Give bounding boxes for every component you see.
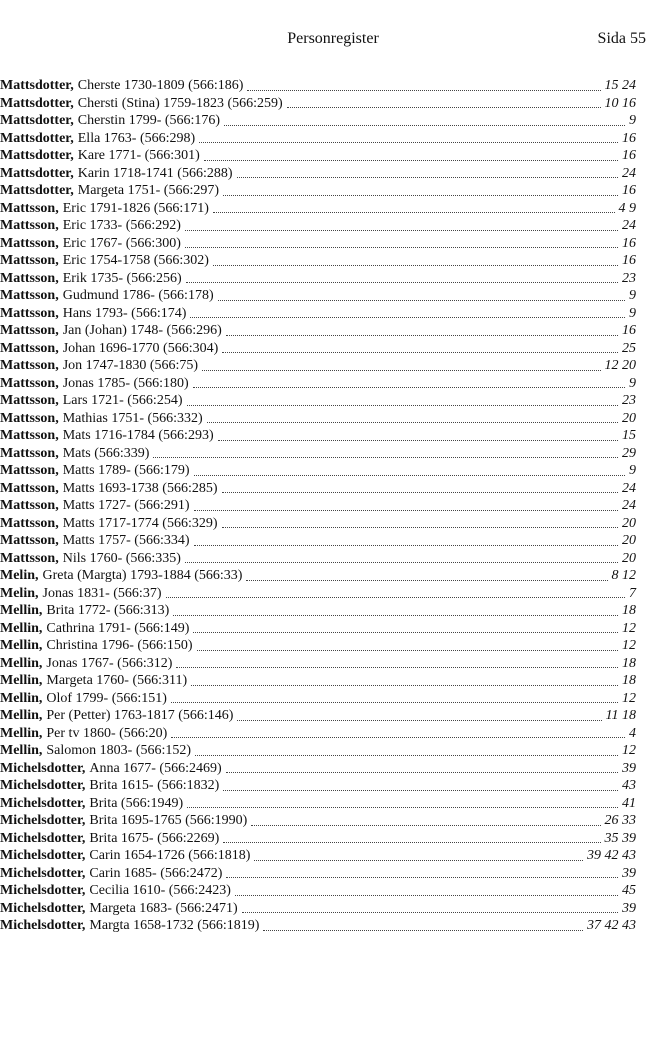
entry-surname: Michelsdotter, <box>0 883 86 898</box>
entry-leader-dots <box>186 281 618 283</box>
entry-details: Gudmund 1786- (566:178) <box>62 288 214 303</box>
entry-surname: Mellin, <box>0 655 43 671</box>
entry-page-refs: 12 <box>622 638 636 653</box>
entry-page-refs: 16 <box>622 235 636 251</box>
entry-page-refs: 16 <box>622 148 636 163</box>
entry-surname: Mattsson, <box>0 480 59 496</box>
index-entry <box>0 322 636 340</box>
entry-surname: Mellin, <box>0 725 43 741</box>
entry-page-refs: 18 <box>622 673 636 688</box>
index-entry <box>0 427 636 445</box>
entry-page-refs: 16 <box>622 130 636 146</box>
entry-leader-dots <box>185 229 618 231</box>
entry-details: Brita (566:1949) <box>89 795 184 811</box>
entry-surname: Mattsson, <box>0 288 59 303</box>
entry-details: Brita 1615- (566:1832) <box>89 778 220 793</box>
entry-page-refs: 29 <box>622 445 636 461</box>
entry-leader-dots <box>247 89 600 91</box>
entry-page-refs: 10 16 <box>604 95 636 111</box>
entry-leader-dots <box>213 211 615 213</box>
entry-leader-dots <box>194 474 626 476</box>
entry-details: Erik 1735- (566:256) <box>62 270 182 286</box>
index-entry <box>0 77 636 95</box>
page-title: Personregister <box>287 30 379 47</box>
entry-details: Johan 1696-1770 (566:304) <box>62 340 219 356</box>
entry-surname: Michelsdotter, <box>0 778 86 793</box>
entry-leader-dots <box>254 859 583 861</box>
entry-surname: Mattsson, <box>0 428 59 443</box>
entry-surname: Michelsdotter, <box>0 813 86 828</box>
entry-surname: Melin, <box>0 585 39 601</box>
entry-details: Carin 1654-1726 (566:1818) <box>89 848 251 863</box>
index-entry <box>0 480 636 498</box>
entry-details: Greta (Margta) 1793-1884 (566:33) <box>42 568 243 583</box>
index-entry <box>0 392 636 410</box>
entry-leader-dots <box>224 124 625 126</box>
index-entry <box>0 515 636 533</box>
entry-details: Eric 1791-1826 (566:171) <box>62 200 209 216</box>
index-entry <box>0 235 636 253</box>
entry-surname: Mattsson, <box>0 200 59 216</box>
entry-surname: Mellin, <box>0 743 43 758</box>
entry-page-refs: 12 <box>622 620 636 636</box>
entry-surname: Mattsson, <box>0 235 59 251</box>
entry-surname: Michelsdotter, <box>0 900 86 916</box>
entry-page-refs: 37 42 43 <box>587 918 636 933</box>
index-entry <box>0 585 636 603</box>
index-entry <box>0 795 636 813</box>
entry-details: Cherste 1730-1809 (566:186) <box>77 78 244 93</box>
index-entry <box>0 655 636 673</box>
entry-page-refs: 9 <box>629 113 636 128</box>
entry-surname: Michelsdotter, <box>0 795 86 811</box>
entry-details: Mathias 1751- (566:332) <box>62 410 203 426</box>
index-entry <box>0 200 636 218</box>
entry-surname: Mattsson, <box>0 498 59 513</box>
entry-surname: Michelsdotter, <box>0 760 86 776</box>
entry-leader-dots <box>199 141 618 143</box>
index-entry <box>0 707 636 725</box>
entry-surname: Mellin, <box>0 690 43 706</box>
entry-leader-dots <box>193 631 618 633</box>
entry-page-refs: 7 <box>629 585 636 601</box>
entry-page-refs: 24 <box>622 498 636 513</box>
entry-leader-dots <box>246 579 607 581</box>
index-entry <box>0 287 636 305</box>
entry-leader-dots <box>213 264 618 266</box>
index-entry <box>0 847 636 865</box>
entry-surname: Mattsson, <box>0 253 59 268</box>
index-entry <box>0 690 636 708</box>
entry-page-refs: 9 <box>629 463 636 478</box>
entry-page-refs: 39 <box>622 865 636 881</box>
entry-page-refs: 15 24 <box>604 78 636 93</box>
entry-leader-dots <box>202 369 600 371</box>
entry-leader-dots <box>166 596 626 598</box>
entry-details: Lars 1721- (566:254) <box>62 393 183 408</box>
entry-leader-dots <box>226 876 618 878</box>
entry-page-refs: 8 12 <box>611 568 636 583</box>
entry-details: Brita 1772- (566:313) <box>46 603 170 618</box>
index-entry <box>0 900 636 918</box>
entry-surname: Mattsdotter, <box>0 78 74 93</box>
entry-leader-dots <box>194 509 619 511</box>
entry-details: Matts 1717-1774 (566:329) <box>62 515 218 531</box>
entry-surname: Mattsson, <box>0 463 59 478</box>
entry-leader-dots <box>218 439 618 441</box>
entry-leader-dots <box>204 159 618 161</box>
index-entry <box>0 777 636 795</box>
index-entry <box>0 532 636 550</box>
entry-details: Christina 1796- (566:150) <box>46 638 193 653</box>
entry-page-refs: 20 <box>622 550 636 566</box>
entry-leader-dots <box>287 106 601 108</box>
entry-details: Carin 1685- (566:2472) <box>89 865 223 881</box>
entry-details: Brita 1675- (566:2269) <box>89 830 220 846</box>
index-entry <box>0 550 636 568</box>
index-entry <box>0 760 636 778</box>
entry-surname: Mattsdotter, <box>0 113 74 128</box>
entry-page-refs: 35 39 <box>604 830 636 846</box>
entry-surname: Mattsdotter, <box>0 95 74 111</box>
entry-details: Margta 1658-1732 (566:1819) <box>89 918 260 933</box>
entry-surname: Michelsdotter, <box>0 918 86 933</box>
entry-page-refs: 9 <box>629 305 636 321</box>
entry-details: Cecilia 1610- (566:2423) <box>89 883 231 898</box>
entry-details: Karin 1718-1741 (566:288) <box>77 165 233 181</box>
entry-details: Chersti (Stina) 1759-1823 (566:259) <box>77 95 283 111</box>
entry-details: Margeta 1751- (566:297) <box>77 183 220 198</box>
entry-leader-dots <box>223 841 600 843</box>
entry-details: Matts 1727- (566:291) <box>62 498 190 513</box>
entry-details: Nils 1760- (566:335) <box>62 550 181 566</box>
entry-details: Per tv 1860- (566:20) <box>46 725 168 741</box>
index-entry <box>0 165 636 183</box>
index-entry <box>0 497 636 515</box>
entry-leader-dots <box>176 666 618 668</box>
entry-page-refs: 20 <box>622 515 636 531</box>
entry-surname: Mattsson, <box>0 323 59 338</box>
index-entry <box>0 812 636 830</box>
entry-leader-dots <box>153 456 618 458</box>
entry-page-refs: 9 <box>629 375 636 391</box>
entry-surname: Mellin, <box>0 620 43 636</box>
entry-details: Jon 1747-1830 (566:75) <box>62 358 199 373</box>
index-entry <box>0 830 636 848</box>
entry-surname: Mattsson, <box>0 550 59 566</box>
entry-details: Jonas 1831- (566:37) <box>42 585 162 601</box>
entry-page-refs: 18 <box>622 655 636 671</box>
entry-leader-dots <box>197 649 618 651</box>
entry-page-refs: 24 <box>622 218 636 233</box>
entry-surname: Mattsson, <box>0 515 59 531</box>
index-entry <box>0 375 636 393</box>
index-entry <box>0 725 636 743</box>
entry-details: Eric 1767- (566:300) <box>62 235 181 251</box>
entry-page-refs: 15 <box>622 428 636 443</box>
entry-surname: Mattsson, <box>0 358 59 373</box>
index-entry <box>0 357 636 375</box>
entry-surname: Mattsdotter, <box>0 148 74 163</box>
entry-leader-dots <box>222 351 618 353</box>
entry-leader-dots <box>237 719 601 721</box>
entry-surname: Mellin, <box>0 708 43 723</box>
entry-leader-dots <box>171 701 618 703</box>
page-header <box>0 30 666 54</box>
person-register-list <box>0 77 636 935</box>
entry-page-refs: 39 42 43 <box>587 848 636 863</box>
page-number: Sida 55 <box>597 30 646 47</box>
entry-page-refs: 16 <box>622 183 636 198</box>
entry-surname: Mattsson, <box>0 445 59 461</box>
entry-leader-dots <box>173 614 618 616</box>
entry-leader-dots <box>222 491 619 493</box>
entry-surname: Mattsson, <box>0 533 59 548</box>
entry-details: Hans 1793- (566:174) <box>62 305 187 321</box>
entry-surname: Mattsdotter, <box>0 130 74 146</box>
index-entry <box>0 637 636 655</box>
entry-leader-dots <box>191 684 618 686</box>
entry-details: Anna 1677- (566:2469) <box>89 760 222 776</box>
entry-surname: Mellin, <box>0 673 43 688</box>
entry-leader-dots <box>242 911 618 913</box>
entry-leader-dots <box>194 544 619 546</box>
index-entry <box>0 182 636 200</box>
entry-details: Ella 1763- (566:298) <box>77 130 196 146</box>
index-entry <box>0 112 636 130</box>
entry-leader-dots <box>251 824 600 826</box>
entry-page-refs: 43 <box>622 778 636 793</box>
entry-details: Margeta 1683- (566:2471) <box>89 900 238 916</box>
index-entry <box>0 882 636 900</box>
index-entry <box>0 742 636 760</box>
entry-surname: Melin, <box>0 568 39 583</box>
entry-surname: Mellin, <box>0 638 43 653</box>
entry-leader-dots <box>207 421 618 423</box>
entry-details: Brita 1695-1765 (566:1990) <box>89 813 248 828</box>
entry-leader-dots <box>187 806 618 808</box>
entry-leader-dots <box>171 736 625 738</box>
entry-details: Cathrina 1791- (566:149) <box>46 620 190 636</box>
index-entry <box>0 305 636 323</box>
index-entry <box>0 462 636 480</box>
entry-page-refs: 9 <box>629 288 636 303</box>
entry-details: Mats 1716-1784 (566:293) <box>62 428 214 443</box>
entry-page-refs: 4 9 <box>618 200 636 216</box>
index-entry <box>0 340 636 358</box>
entry-surname: Mattsson, <box>0 270 59 286</box>
index-entry <box>0 95 636 113</box>
entry-details: Matts 1789- (566:179) <box>62 463 190 478</box>
entry-details: Jonas 1767- (566:312) <box>46 655 173 671</box>
entry-page-refs: 23 <box>622 270 636 286</box>
entry-leader-dots <box>185 561 618 563</box>
entry-page-refs: 16 <box>622 253 636 268</box>
entry-page-refs: 24 <box>622 480 636 496</box>
entry-leader-dots <box>226 334 618 336</box>
entry-details: Margeta 1760- (566:311) <box>46 673 188 688</box>
entry-surname: Mattsson, <box>0 305 59 321</box>
entry-details: Jan (Johan) 1748- (566:296) <box>62 323 222 338</box>
entry-leader-dots <box>193 386 625 388</box>
index-entry <box>0 567 636 585</box>
entry-page-refs: 11 18 <box>605 708 636 723</box>
index-entry <box>0 147 636 165</box>
entry-leader-dots <box>190 316 625 318</box>
entry-details: Cherstin 1799- (566:176) <box>77 113 221 128</box>
entry-details: Matts 1757- (566:334) <box>62 533 190 548</box>
entry-page-refs: 12 20 <box>604 358 636 373</box>
index-entry <box>0 410 636 428</box>
index-entry <box>0 445 636 463</box>
entry-leader-dots <box>222 526 619 528</box>
index-entry <box>0 130 636 148</box>
entry-leader-dots <box>187 404 619 406</box>
entry-surname: Mattsson, <box>0 340 59 356</box>
entry-leader-dots <box>195 754 618 756</box>
entry-surname: Mattsson, <box>0 393 59 408</box>
entry-leader-dots <box>223 194 618 196</box>
entry-surname: Mattsson, <box>0 375 59 391</box>
entry-page-refs: 23 <box>622 393 636 408</box>
entry-surname: Mellin, <box>0 603 43 618</box>
entry-page-refs: 25 <box>622 340 636 356</box>
entry-page-refs: 26 33 <box>604 813 636 828</box>
entry-leader-dots <box>263 929 583 931</box>
entry-details: Matts 1693-1738 (566:285) <box>62 480 218 496</box>
entry-details: Salomon 1803- (566:152) <box>46 743 192 758</box>
entry-details: Kare 1771- (566:301) <box>77 148 200 163</box>
entry-surname: Mattsson, <box>0 218 59 233</box>
index-entry <box>0 672 636 690</box>
entry-details: Eric 1733- (566:292) <box>62 218 181 233</box>
entry-surname: Michelsdotter, <box>0 865 86 881</box>
entry-page-refs: 12 <box>622 690 636 706</box>
entry-page-refs: 45 <box>622 883 636 898</box>
index-entry <box>0 270 636 288</box>
entry-page-refs: 18 <box>622 603 636 618</box>
entry-details: Mats (566:339) <box>62 445 150 461</box>
index-entry <box>0 217 636 235</box>
entry-details: Jonas 1785- (566:180) <box>62 375 189 391</box>
entry-page-refs: 16 <box>622 323 636 338</box>
index-entry <box>0 620 636 638</box>
index-entry <box>0 252 636 270</box>
entry-page-refs: 41 <box>622 795 636 811</box>
index-entry <box>0 917 636 935</box>
entry-page-refs: 39 <box>622 900 636 916</box>
entry-page-refs: 20 <box>622 533 636 548</box>
entry-leader-dots <box>235 894 618 896</box>
entry-leader-dots <box>223 789 618 791</box>
entry-page-refs: 12 <box>622 743 636 758</box>
entry-page-refs: 4 <box>629 725 636 741</box>
entry-details: Olof 1799- (566:151) <box>46 690 167 706</box>
index-entry <box>0 602 636 620</box>
entry-surname: Michelsdotter, <box>0 830 86 846</box>
entry-surname: Michelsdotter, <box>0 848 86 863</box>
entry-leader-dots <box>218 299 625 301</box>
entry-details: Per (Petter) 1763-1817 (566:146) <box>46 708 234 723</box>
entry-details: Eric 1754-1758 (566:302) <box>62 253 209 268</box>
entry-surname: Mattsdotter, <box>0 183 74 198</box>
index-entry <box>0 865 636 883</box>
entry-leader-dots <box>226 771 618 773</box>
entry-surname: Mattsdotter, <box>0 165 74 181</box>
entry-page-refs: 39 <box>622 760 636 776</box>
entry-page-refs: 24 <box>622 165 636 181</box>
entry-leader-dots <box>237 176 618 178</box>
entry-page-refs: 20 <box>622 410 636 426</box>
entry-surname: Mattsson, <box>0 410 59 426</box>
entry-leader-dots <box>185 246 618 248</box>
